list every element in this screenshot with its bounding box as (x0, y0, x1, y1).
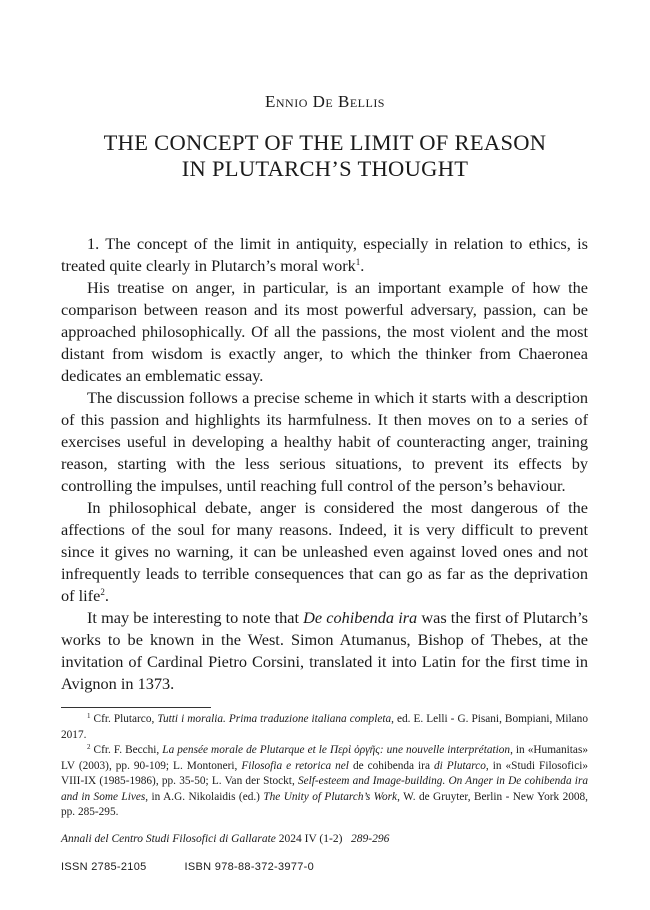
journal-citation (61, 833, 588, 845)
footnotes (61, 712, 588, 821)
footnote-2: $^2$ Cfr. F. Becchi, La pensée morale de Plutarque et le Περὶ ὀργῆς: une nouvelle interprétation, in «Humanitas» LV (2003), pp. 90-109; L. Montoneri, Filosofia e retorica nel de cohibenda ira di Plutarco, in «Studi Filosofici» VIII-IX (1985-1986), pp. 35-50; L. Van der Stockt, Self-esteem and Image-building. On Anger in De cohibenda ira and in Some Lives, in A.G. Nikolaidis (ed.) The Unity of Plutarch’s Work, W. de Gruyter, Berlin - New York 2008, pp. 285-295. (61, 743, 589, 818)
paragraph-3: The discussion follows a precise scheme in which it starts with a description of this passion and highlights its harmfulness. It then moves on to a series of exercises useful in developing a healthy habit of counteracting anger, training reason, starting with the less serious situations, to prevent its effects by controlling the impulses, until reaching full control of the person’s behaviour. (61, 388, 588, 495)
footnote-divider (61, 707, 211, 708)
footnote-ref-1[interactable]: 1 (355, 257, 361, 267)
paragraph-2: His treatise on anger, in particular, is an important example of how the comparison between reason and its most powerful adversary, passion, can be approached philosophically. Of all the passions, the most violent and the most distant from wisdom is exactly anger, to which the thinker from Chaeronea dedicates an emblematic essay. (61, 278, 588, 385)
article-body (61, 233, 588, 695)
work-title: De cohibenda ira (303, 608, 418, 627)
footnote-ref-2[interactable]: 2 (100, 587, 105, 597)
paragraph-1: 1. The concept of the limit in antiquity, especially in relation to ethics, is treated quite clearly in Plutarch’s moral work$^1$. (61, 234, 588, 275)
article-title (0, 130, 650, 182)
paragraph-5: It may be interesting to note that De cohibenda ira was the first of Plutarch’s works to be known in the West. Simon Atumanus, Bishop of Thebes, at the invitation of Cardinal Pietro Corsini, translated it into Latin for the first time in Avignon in 1373. (61, 608, 588, 693)
journal-issue: 2024 IV (1-2) (275, 833, 343, 845)
publication-ids (61, 861, 588, 873)
title-line-1: THE CONCEPT OF THE LIMIT OF REASON (103, 130, 547, 155)
title-line-2: IN PLUTARCH’S THOUGHT (181, 156, 469, 181)
footnote-1: $^1$ Cfr. Plutarco, Tutti i moralia. Prima traduzione italiana completa, ed. E. Lelli - G. Pisani, Bompiani, Milano 2017. (61, 712, 588, 741)
issn: ISSN 2785-2105 (61, 861, 147, 873)
author-name: Ennio De Bellis (265, 92, 385, 111)
journal-name: Annali del Centro Studi Filosofici di Gallarate (61, 833, 276, 845)
paragraph-4: In philosophical debate, anger is considered the most dangerous of the affections of the soul for many reasons. Indeed, it is very difficult to prevent since it gives no warning, it can be unleashed even against loved ones and not infrequently leads to terrible consequences that can go as far as the deprivation of life$^2$. (61, 498, 588, 605)
journal-pages: 289-296 (351, 833, 390, 845)
isbn: ISBN 978-88-372-3977-0 (184, 861, 315, 873)
